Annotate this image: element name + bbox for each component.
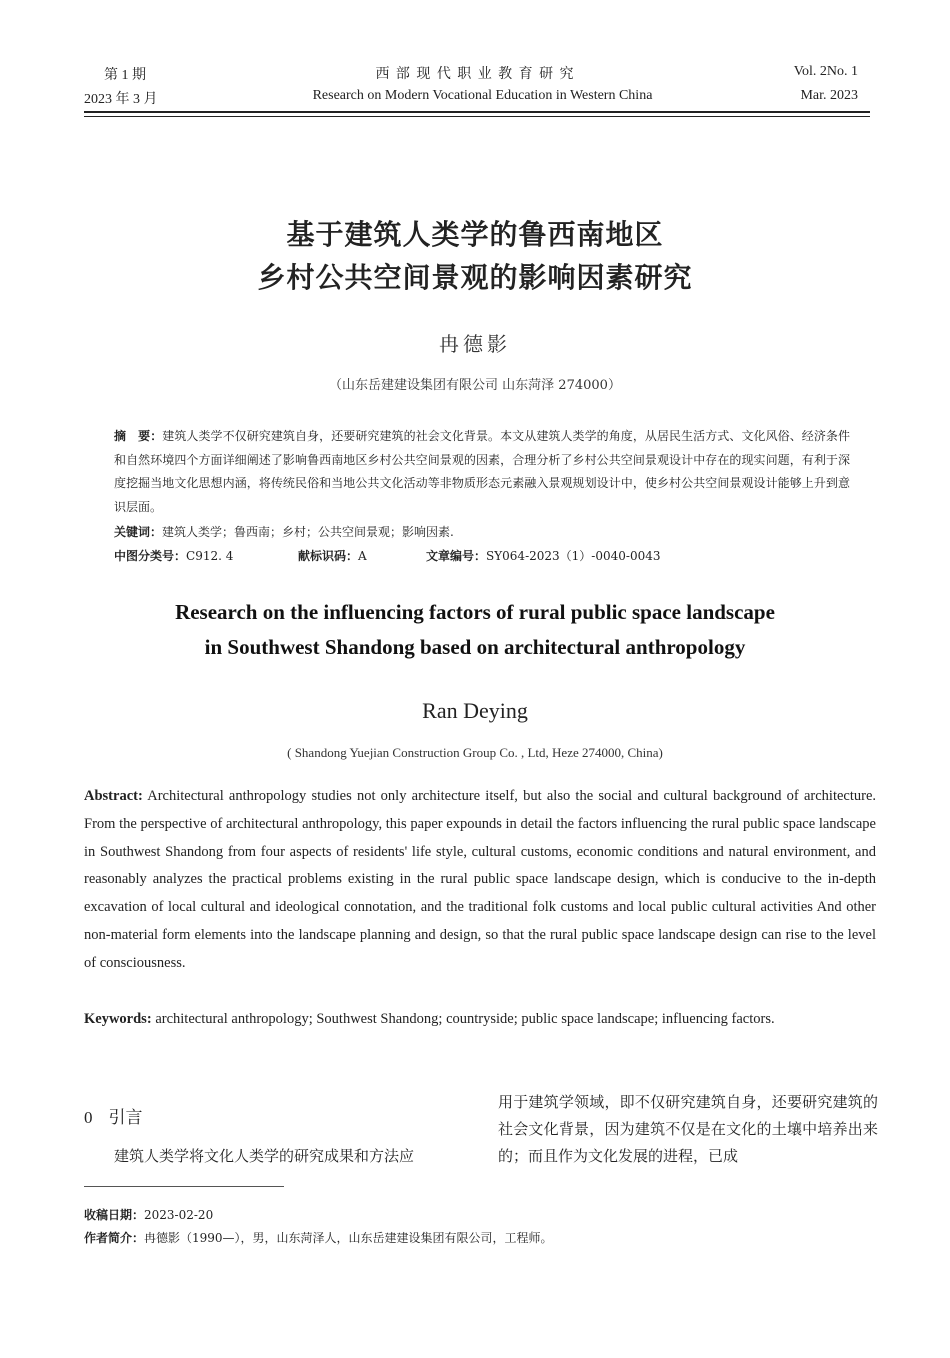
- issue-date-en: Mar. 2023: [800, 88, 858, 103]
- title-en-line2: in Southwest Shandong based on architectural anthropology: [204, 635, 746, 659]
- abstract-en-label: Abstract: [84, 788, 138, 804]
- section-title: 引言: [108, 1108, 143, 1128]
- section-heading: [84, 1103, 143, 1128]
- title-en-line1: Research on the influencing factors of rural public space landscape: [175, 600, 775, 624]
- author-bio: 作者简介：冉德影（1990—），男，山东菏泽人，山东岳建建设集团有限公司，工程师。: [84, 1231, 553, 1245]
- document-code: 献标识码：A: [298, 549, 367, 563]
- article-number: 文章编号：SY064-2023（1）-0040-0043: [426, 549, 661, 563]
- journal-name-cn: 西 部 现 代 职 业 教 育 研 究: [375, 66, 575, 82]
- section-number: 0: [84, 1108, 93, 1127]
- issue-date-cn: 2023 年 3 月: [84, 92, 158, 107]
- abstract-cn: [114, 425, 850, 519]
- header-rule: [84, 111, 870, 113]
- body-left-column: 建筑人类学将文化人类学的研究成果和方法应: [114, 1147, 415, 1165]
- body-right-column: 用于建筑学领域，即不仅研究建筑自身，还要研究建筑的社会文化背景，因为建筑不仅是在文化的土壤中培养出来的；而且作为文化发展的进程，已成: [498, 1093, 878, 1165]
- keywords-en-label: Keywords: [84, 1011, 147, 1027]
- affiliation-cn: （山东岳建建设集团有限公司 山东菏泽 274000）: [329, 378, 621, 393]
- abstract-en: Abstract: Architectural anthropology studies not only architecture itself, but also the social and cultural background of architecture. From the perspective of architectural anthropology, this paper expounds in detail the factors influencing the rural public space landscape in Southwest Shandong from four aspects of residents' life style, cultural customs, economic conditions and natural environment, and reasonably analyzes the practical problems existing in the rural public space landscape design, which is conducive to the in-depth excavation of local cultural and ideological connotation, and the traditional folk customs and local public cultural activities And other non-material form elements into the landscape planning and design, so that the rural public space landscape design can rise to the level of consciousness.: [84, 788, 877, 971]
- title-cn-line1: 基于建筑人类学的鲁西南地区: [286, 218, 664, 251]
- author-en: Ran Deying: [422, 698, 528, 723]
- abstract-en-text: Architectural anthropology studies not only architecture itself, but also the social and cultural background of architecture. From the perspective of architectural anthropology, this paper expounds in detail the factors influencing the rural public space landscape in Southwest Shandong from four aspects of residents' life style, cultural customs, economic conditions and natural environment, and reasonably analyzes the practical problems existing in the rural public space landscape design, which is conducive to the in-depth excavation of local cultural and ideological connotation, and the traditional folk customs and local public cultural activities And other non-material form elements into the landscape planning and design, so that the rural public space landscape design can rise to the level of consciousness.: [84, 788, 877, 971]
- abstract-cn-text: 建筑人类学不仅研究建筑自身，还要研究建筑的社会文化背景。本文从建筑人类学的角度，从居民生活方式、文化风俗、经济条件和自然环境四个方面详细阐述了影响鲁西南地区乡村公共空间景观的因素，合理分析了乡村公共空间景观设计中存在的现实问题，有利于深度挖掘当地文化思想内涵，将传统民俗和当地公共文化活动等非物质形态元素融入景观规划设计中，使乡村公共空间景观设计能够上升到意识层面。: [114, 429, 850, 514]
- footnote-rule: [84, 1186, 284, 1187]
- volume-number: Vol. 2No. 1: [793, 64, 858, 79]
- keywords-cn-text: 建筑人类学；鲁西南；乡村；公共空间景观；影响因素.: [162, 525, 454, 539]
- journal-name-en: Research on Modern Vocational Education in Western China: [312, 88, 653, 103]
- keywords-cn-label: 关键词：: [114, 525, 163, 539]
- title-cn-line2: 乡村公共空间景观的影响因素研究: [257, 261, 693, 294]
- keywords-en-text: architectural anthropology; Southwest Shandong; countryside; public space landscape; influencing factors.: [155, 1011, 775, 1027]
- author-cn: 冉德影: [439, 332, 511, 356]
- affiliation-en: ( Shandong Yuejian Construction Group Co. , Ltd, Heze 274000, China): [287, 745, 663, 760]
- keywords-cn: [114, 521, 850, 545]
- issue-number: 第 1 期: [104, 68, 146, 83]
- received-date: 收稿日期：2023-02-20: [84, 1208, 214, 1222]
- header-rule-thin: [84, 116, 870, 117]
- clc-code: 中图分类号：C912. 4: [114, 549, 234, 563]
- keywords-en: Keywords: architectural anthropology; Southwest Shandong; countryside; public space landscape; influencing factors.: [84, 1011, 775, 1027]
- abstract-cn-label: 摘 要：: [114, 429, 163, 443]
